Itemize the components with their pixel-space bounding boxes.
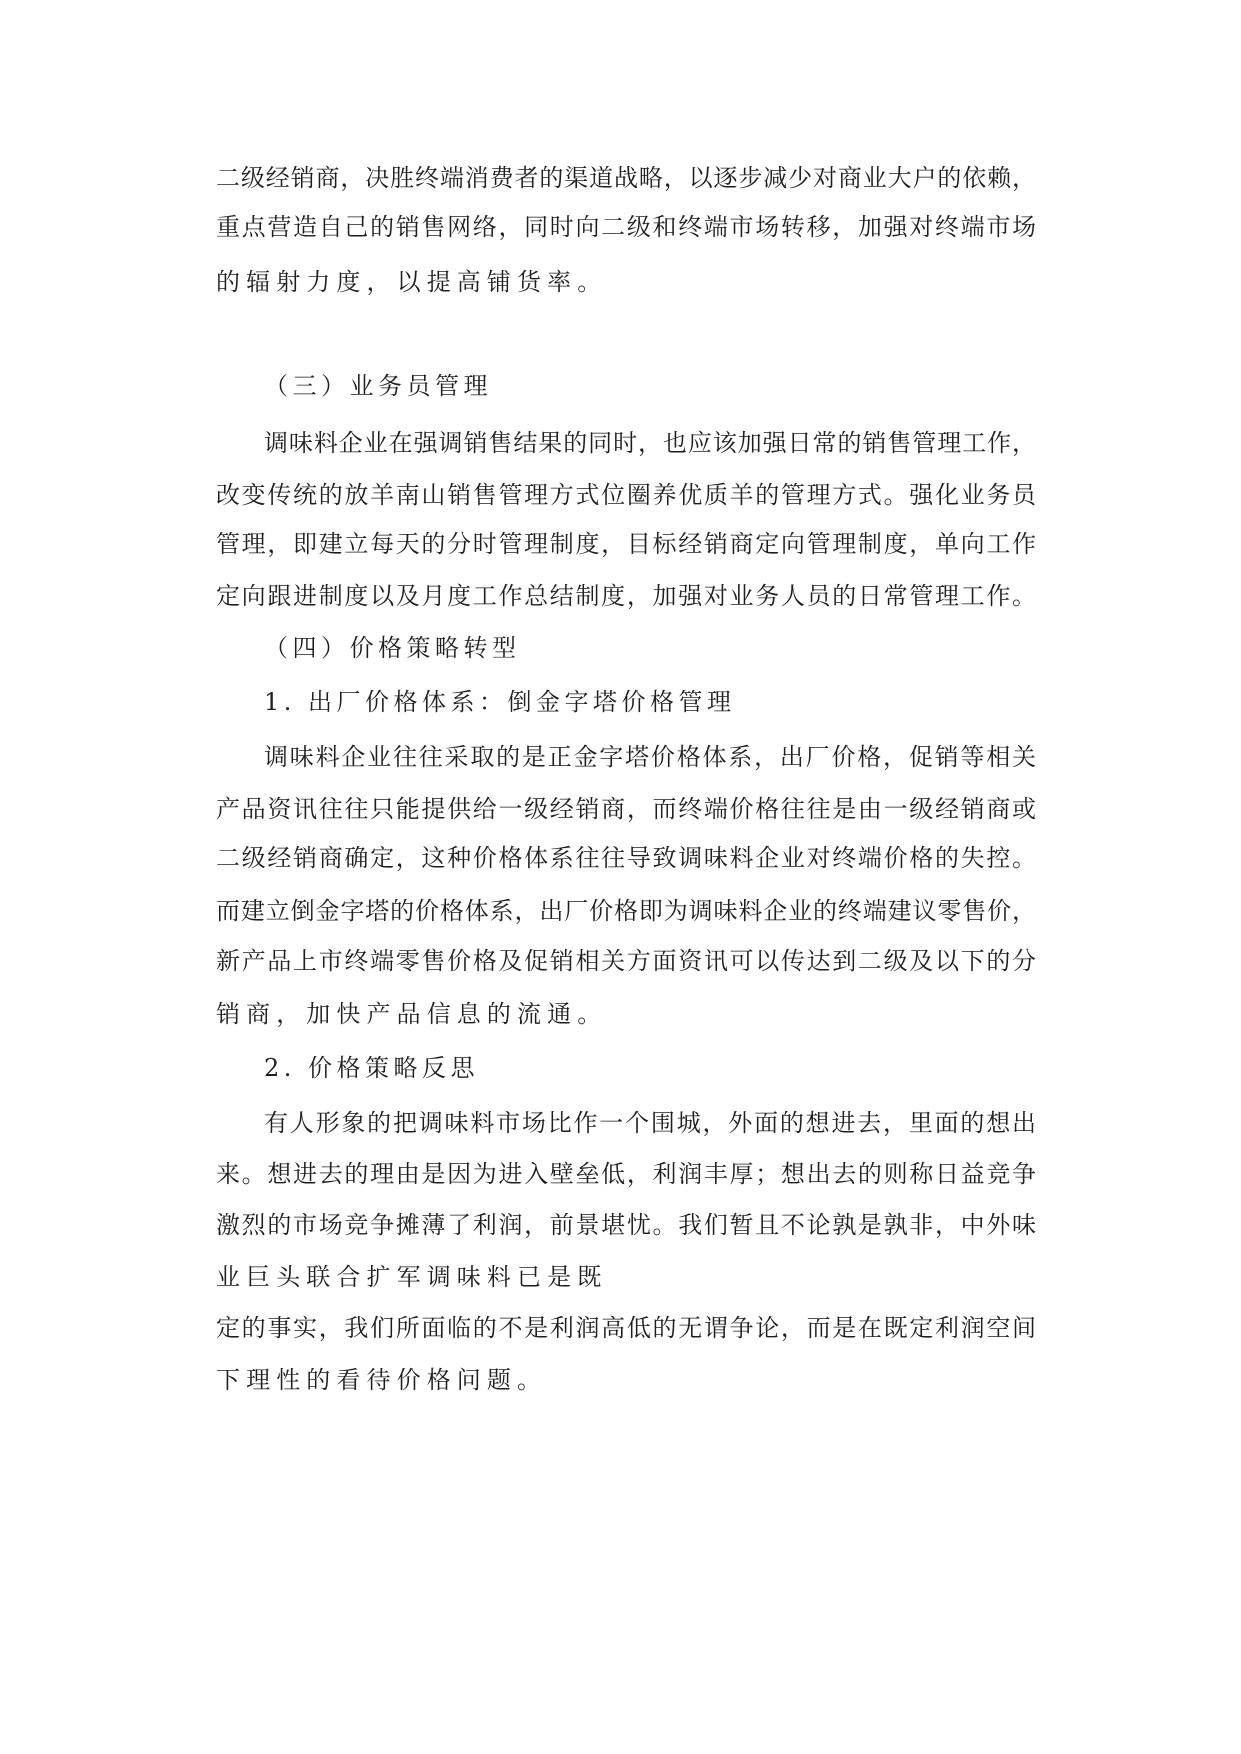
paragraph-line: 下理性的看待价格问题。 <box>216 1366 548 1394</box>
paragraph-line: 调味料企业在强调销售结果的同时，也应该加强日常的销售管理工作， <box>264 429 1036 457</box>
subsection-heading: 2. 价格策略反思 <box>264 1054 480 1082</box>
paragraph-line: 而建立倒金字塔的价格体系，出厂价格即为调味料企业的终端建议零售价， <box>216 897 1036 925</box>
paragraph-line: 激烈的市场竞争摊薄了利润，前景堪忧。我们暂且不论孰是孰非，中外味 <box>216 1211 1036 1239</box>
paragraph-line: 的辐射力度，以提高铺货率。 <box>216 268 608 296</box>
paragraph-line: 有人形象的把调味料市场比作一个围城，外面的想进去，里面的想出 <box>264 1109 1036 1137</box>
paragraph-line: 新产品上市终端零售价格及促销相关方面资讯可以传达到二级及以下的分 <box>216 947 1036 975</box>
paragraph-line: 二级经销商，决胜终端消费者的渠道战略，以逐步减少对商业大户的依赖， <box>216 164 1036 192</box>
paragraph-line: 调味料企业往往采取的是正金字塔价格体系，出厂价格，促销等相关 <box>264 743 1036 771</box>
section-heading: （四）价格策略转型 <box>264 634 521 662</box>
paragraph-line: 管理，即建立每天的分时管理制度，目标经销商定向管理制度，单向工作 <box>216 530 1036 558</box>
paragraph-line: 来。想进去的理由是因为进入壁垒低，利润丰厚；想出去的则称日益竞争 <box>216 1160 1036 1188</box>
paragraph-line: 重点营造自己的销售网络，同时向二级和终端市场转移，加强对终端市场 <box>216 213 1036 241</box>
paragraph-line: 改变传统的放羊南山销售管理方式位圈养优质羊的管理方式。强化业务员 <box>216 481 1036 509</box>
paragraph-line: 销商，加快产品信息的流通。 <box>216 1000 608 1028</box>
paragraph-line: 业巨头联合扩军调味料已是既 <box>216 1263 608 1291</box>
paragraph-line: 产品资讯往往只能提供给一级经销商，而终端价格往往是由一级经销商或 <box>216 795 1036 823</box>
paragraph-line: 二级经销商确定，这种价格体系往往导致调味料企业对终端价格的失控。 <box>216 844 1036 872</box>
paragraph-line: 定向跟进制度以及月度工作总结制度，加强对业务人员的日常管理工作。 <box>216 582 1036 610</box>
paragraph-line: 定的事实，我们所面临的不是利润高低的无谓争论，而是在既定利润空间 <box>216 1314 1036 1342</box>
subsection-heading: 1. 出厂价格体系：倒金字塔价格管理 <box>264 688 736 716</box>
section-heading: （三）业务员管理 <box>264 372 492 400</box>
